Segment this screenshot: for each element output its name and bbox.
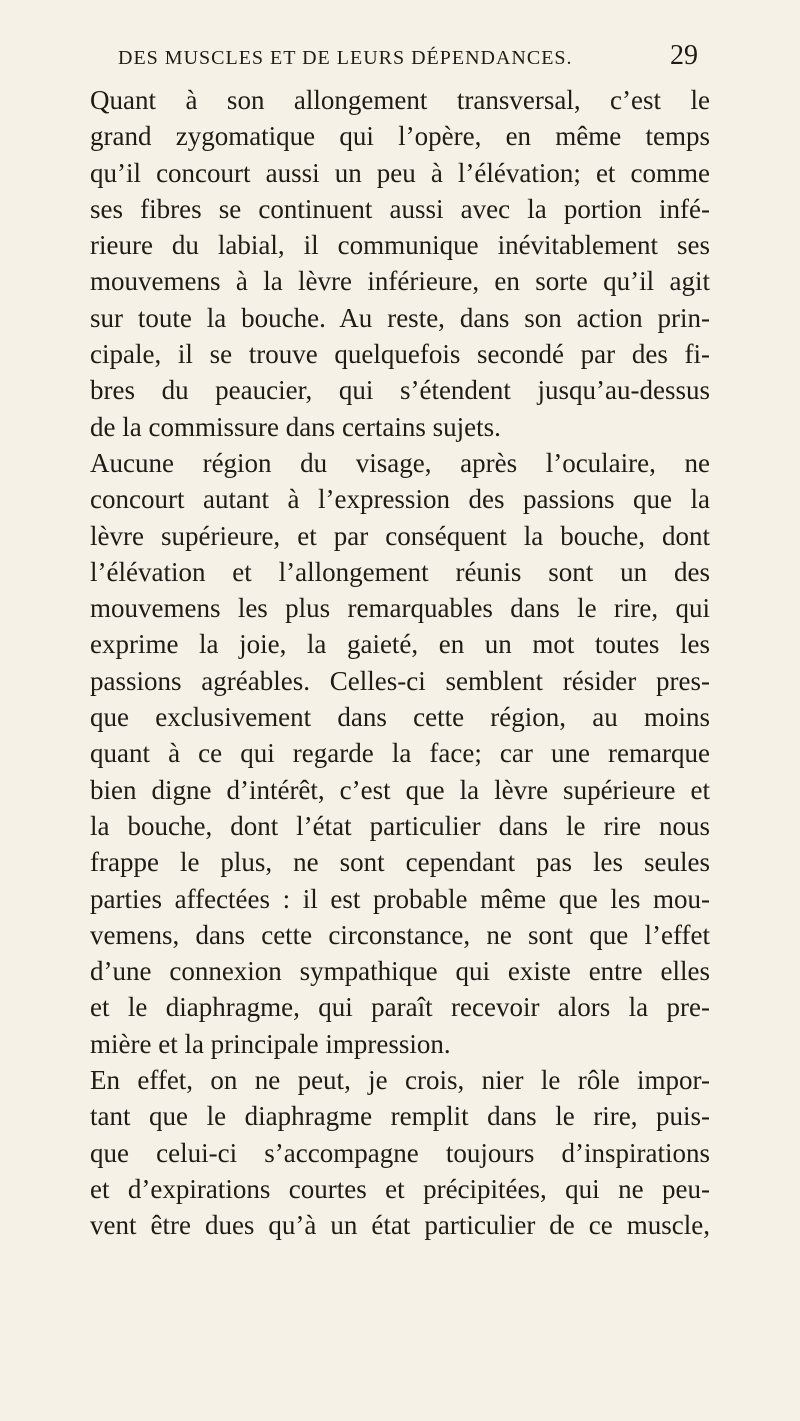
text-line: parties affectées : il est probable même que les mou-	[90, 883, 710, 914]
text-line: grand zygomatique qui l’opère, en même temps	[90, 121, 710, 152]
text-line: tant que le diaphragme remplit dans le rire, puis-	[90, 1101, 710, 1132]
text-line: et d’expirations courtes et précipitées, qui ne peu-	[90, 1173, 710, 1204]
text-line: exprime la joie, la gaieté, en un mot toutes les	[90, 629, 710, 660]
text-line: bres du peaucier, qui s’étendent jusqu’au-dessus	[90, 375, 710, 406]
text-line: mière et la principale impression.	[90, 1028, 451, 1059]
running-head	[118, 40, 698, 73]
text-line: Aucune région du visage, après l’oculaire, ne	[90, 447, 710, 478]
text-line: quant à ce qui regarde la face; car une remarque	[90, 738, 710, 769]
text-line: frappe le plus, ne sont cependant pas les seules	[90, 847, 710, 878]
text-line: ses fibres se continuent aussi avec la portion infé-	[90, 193, 710, 224]
text-line: lèvre supérieure, et par conséquent la bouche, dont	[90, 520, 710, 551]
text-line: que celui-ci s’accompagne toujours d’inspirations	[90, 1137, 710, 1168]
text-line: qu’il concourt aussi un peu à l’élévation; et comme	[90, 157, 710, 188]
text-line: En effet, on ne peut, je crois, nier le rôle impor-	[90, 1065, 710, 1096]
text-line: mouvemens à la lèvre inférieure, en sorte qu’il agit	[90, 266, 710, 297]
body-text	[90, 82, 710, 1244]
text-line: sur toute la bouche. Au reste, dans son action prin-	[90, 302, 710, 333]
text-line: que exclusivement dans cette région, au moins	[90, 702, 710, 733]
text-line: de la commissure dans certains sujets.	[90, 411, 501, 442]
text-line: passions agréables. Celles-ci semblent résider pres-	[90, 665, 710, 696]
text-line: Quant à son allongement transversal, c’est le	[90, 85, 710, 115]
text-line: la bouche, dont l’état particulier dans le rire nous	[90, 810, 710, 841]
text-line: bien digne d’intérêt, c’est que la lèvre supérieure et	[90, 774, 710, 805]
text-line: vent être dues qu’à un état particulier de ce muscle,	[90, 1210, 710, 1241]
text-line: vemens, dans cette circonstance, ne sont que l’effet	[90, 919, 710, 950]
text-line: cipale, il se trouve quelquefois secondé par des fi-	[90, 339, 710, 370]
text-line: mouvemens les plus remarquables dans le rire, qui	[90, 593, 710, 624]
text-line: d’une connexion sympathique qui existe entre elles	[90, 956, 710, 987]
text-line: rieure du labial, il communique inévitablement ses	[90, 230, 710, 261]
running-title: DES MUSCLES ET DE LEURS DÉPENDANCES.	[118, 47, 573, 69]
page-number: 29	[670, 40, 698, 71]
text-line: l’élévation et l’allongement réunis sont un des	[90, 556, 710, 587]
text-line: concourt autant à l’expression des passions que la	[90, 484, 710, 515]
text-line: et le diaphragme, qui paraît recevoir alors la pre-	[90, 992, 710, 1023]
